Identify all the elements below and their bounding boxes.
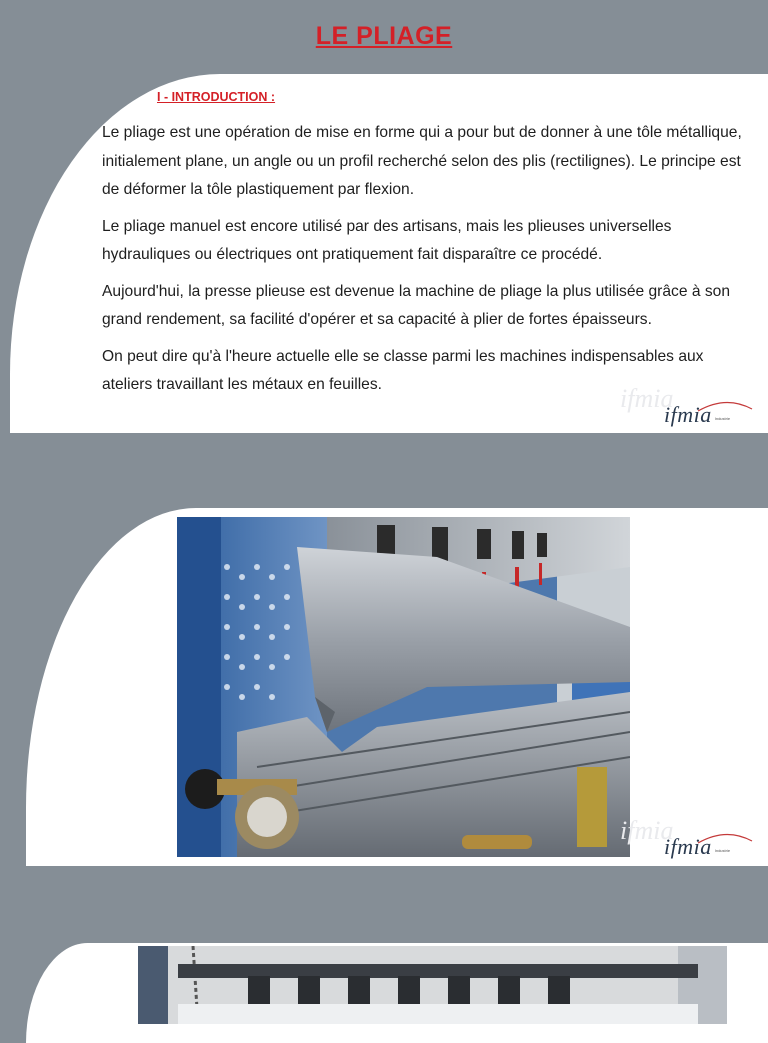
logo-subtext: Industrie xyxy=(714,415,731,421)
paragraph-3: Aujourd'hui, la presse plieuse est devenue la machine de pliage la plus utilisée grâce à son grand rendement, sa facilité d'opérer et sa capacité à plier de fortes épaisseurs. xyxy=(102,282,730,328)
introduction-body xyxy=(102,119,742,408)
logo-watermark: ifmia xyxy=(620,384,674,413)
ifmia-logo xyxy=(664,402,730,428)
press-brake-machine-photo xyxy=(138,946,727,1024)
paragraph-1: Le pliage est une opération de mise en forme qui a pour but de donner à une tôle métallique, initialement plane, un angle ou un profil recherché selon des plis (rectilignes). Le principe est de déformer la tôle plastiquement par flexion. xyxy=(102,124,742,198)
section-heading-introduction: I - INTRODUCTION : xyxy=(157,90,276,104)
logo-wordmark: ifmia xyxy=(664,402,712,427)
press-brake-tooling-photo xyxy=(177,517,630,857)
logo-swoosh-icon xyxy=(696,831,754,845)
logo-swoosh-icon xyxy=(696,399,754,413)
logo-subtext: Industrie xyxy=(714,847,731,853)
paragraph-4: On peut dire qu'à l'heure actuelle elle se classe parmi les machines indispensables aux ateliers travaillant les métaux en feuilles. xyxy=(102,347,704,393)
page-title: LE PLIAGE xyxy=(315,22,453,50)
logo-watermark-2: ifmia xyxy=(620,816,674,845)
ifmia-logo-2 xyxy=(664,834,730,860)
paragraph-2: Le pliage manuel est encore utilisé par des artisans, mais les plieuses universelles hydrauliques ou électriques ont pratiquement fait disparaître ce procédé. xyxy=(102,217,672,263)
logo-wordmark: ifmia xyxy=(664,834,712,859)
